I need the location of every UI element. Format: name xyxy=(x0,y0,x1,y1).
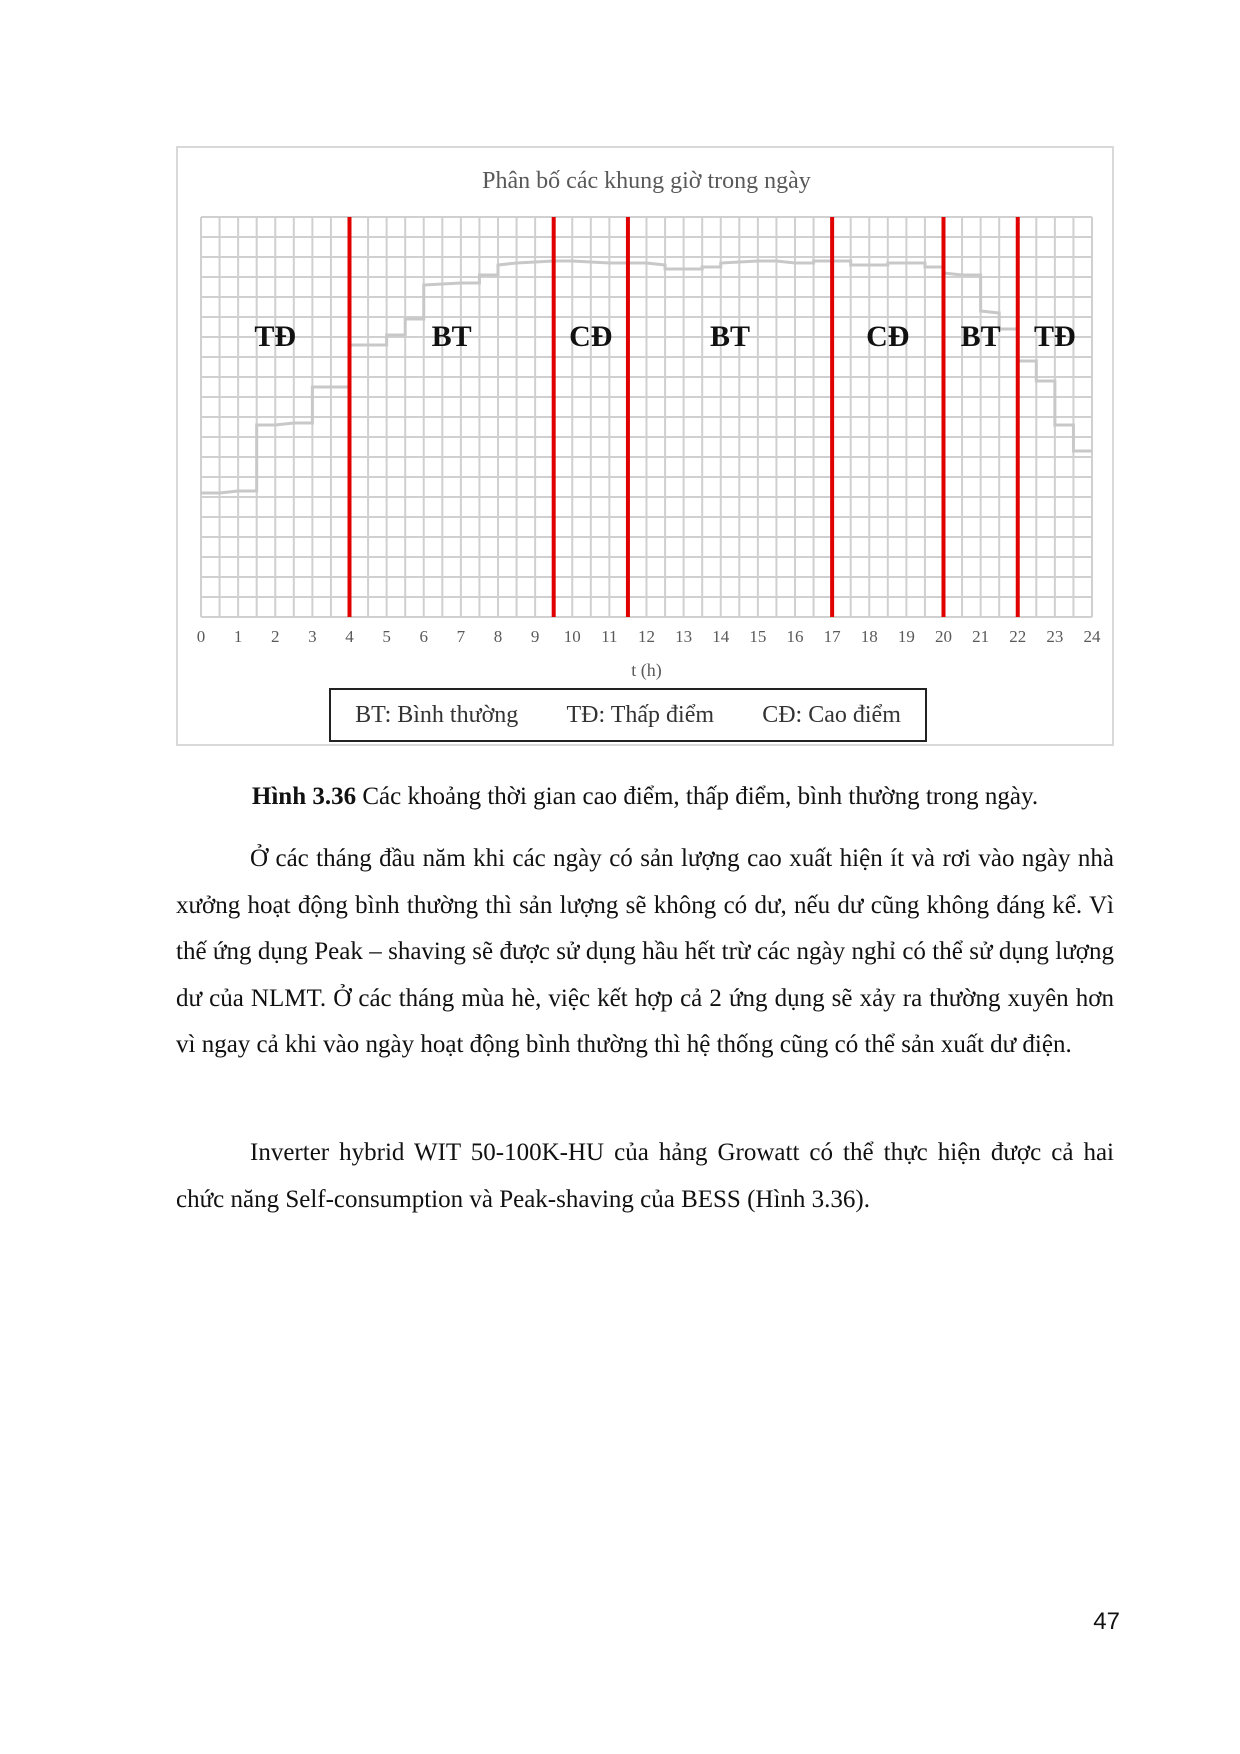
zone-label-4: CĐ xyxy=(866,320,910,353)
x-tick-label: 15 xyxy=(749,627,767,646)
x-tick-label: 7 xyxy=(456,627,466,646)
x-tick-label: 22 xyxy=(1009,627,1027,646)
x-tick-label: 8 xyxy=(493,627,503,646)
x-tick-label: 20 xyxy=(935,627,952,646)
page-number: 47 xyxy=(1093,1608,1120,1635)
x-tick-label: 4 xyxy=(345,627,354,646)
x-tick-label: 3 xyxy=(308,627,317,646)
x-tick-label: 5 xyxy=(382,627,391,646)
chart xyxy=(178,148,1112,744)
x-tick-label: 0 xyxy=(196,627,206,646)
body-paragraph-2: Inverter hybrid WIT 50-100K-HU của hảng Growatt có thể thực hiện được cả hai chức năng Self-consumption và Peak-shaving của BESS (Hình 3.36). xyxy=(176,1139,1114,1213)
chart-title: Phân bố các khung giờ trong ngày xyxy=(482,168,811,194)
x-axis-label: t (h) xyxy=(631,660,662,680)
zone-label-2: CĐ xyxy=(569,320,613,353)
x-tick-label: 13 xyxy=(675,627,693,646)
x-tick-label: 11 xyxy=(601,627,618,646)
x-tick-label: 16 xyxy=(786,627,804,646)
legend-item-bt: BT: Bình thường xyxy=(355,701,519,728)
figure-caption xyxy=(176,780,1114,814)
x-tick-label: 21 xyxy=(972,627,990,646)
zone-label-0: TĐ xyxy=(254,320,297,353)
x-tick-label: 14 xyxy=(712,627,730,646)
x-tick-label: 2 xyxy=(271,627,280,646)
x-tick-label: 18 xyxy=(860,627,878,646)
legend-item-cd: CĐ: Cao điểm xyxy=(762,701,901,728)
x-tick-label: 19 xyxy=(897,627,915,646)
x-tick-label: 23 xyxy=(1046,627,1064,646)
x-tick-label: 24 xyxy=(1083,627,1101,646)
caption-label: Hình 3.36 xyxy=(251,783,357,810)
body-paragraph-1: Ở các tháng đầu năm khi các ngày có sản lượng cao xuất hiện ít và rơi vào ngày nhà xưởng hoạt động bình thường thì sản lượng sẽ không có dư, nếu dư cũng không đáng kể. Vì thế ứng dụng Peak – shaving sẽ được sử dụng hầu hết trừ các ngày nghỉ có thể sử dụng lượng dư của NLMT. Ở các tháng mùa hè, việc kết hợp cả 2 ứng dụng sẽ xảy ra thường xuyên hơn vì ngay cả khi vào ngày hoạt động bình thường thì hệ thống cũng có thể sản xuất dư điện. xyxy=(176,845,1114,1058)
zone-label-1: BT xyxy=(431,320,472,353)
x-tick-label: 12 xyxy=(638,627,655,646)
x-tick-label: 1 xyxy=(233,627,243,646)
figure xyxy=(176,146,1114,746)
x-tick-label: 9 xyxy=(530,627,540,646)
caption-text: Các khoảng thời gian cao điểm, thấp điểm, bình thường trong ngày. xyxy=(356,783,1039,810)
chart-legend xyxy=(329,688,927,742)
x-tick-label: 17 xyxy=(823,627,841,646)
zone-label-5: BT xyxy=(960,320,1001,353)
legend-item-td: TĐ: Thấp điểm xyxy=(566,701,715,728)
x-tick-label: 6 xyxy=(419,627,428,646)
zone-label-3: BT xyxy=(710,320,751,353)
x-tick-label: 10 xyxy=(563,627,581,646)
zone-label-6: TĐ xyxy=(1034,320,1076,353)
